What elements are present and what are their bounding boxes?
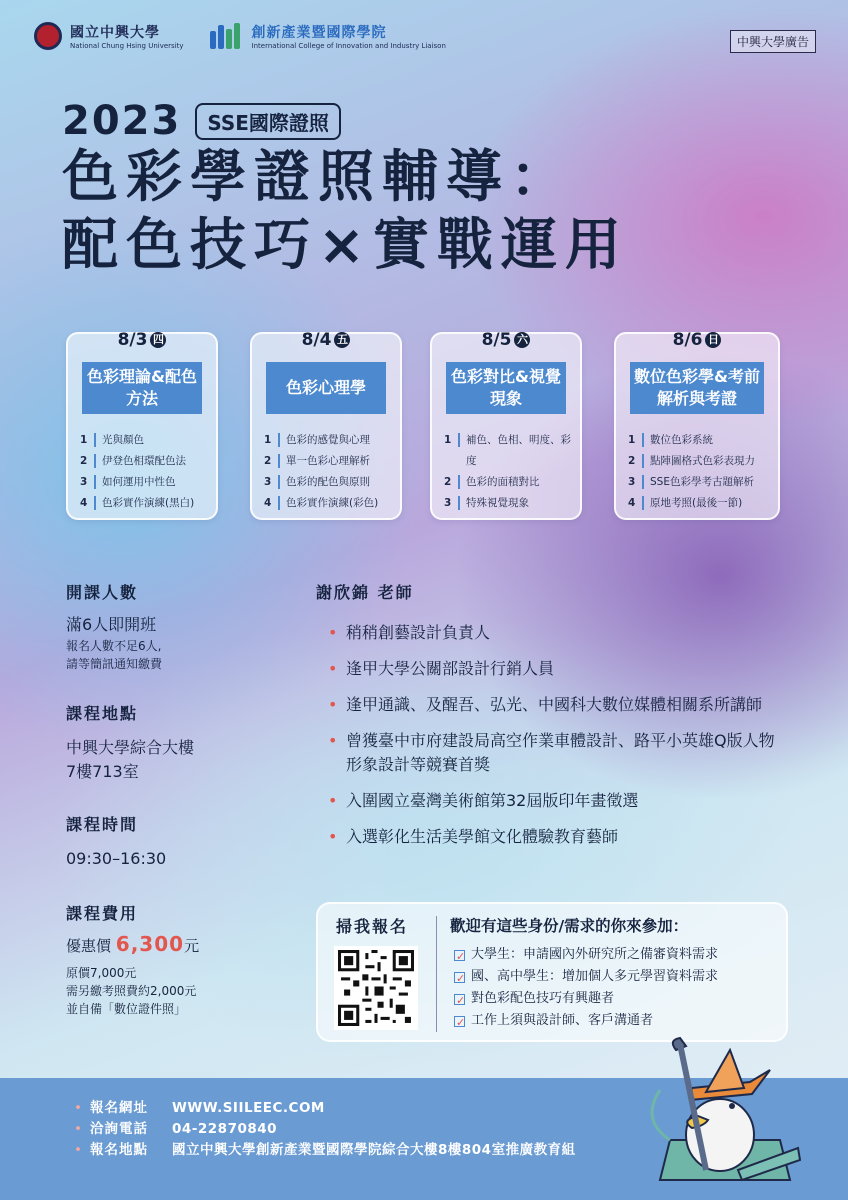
weekday-badge: 六 <box>514 332 530 348</box>
day-card <box>430 332 582 520</box>
day-card <box>250 332 402 520</box>
day-title: 色彩心理學 <box>266 362 386 414</box>
icil-english-name: International College of Innovation and Industry Liaison <box>251 42 446 50</box>
topic-item: 3 SSE色彩學考古題解析 <box>628 476 754 488</box>
topic-item: 3 色彩的配色與原則 <box>264 476 370 488</box>
nchu-seal-icon <box>34 22 62 50</box>
teacher-name: 謝欣錦 老師 <box>316 583 414 602</box>
signup-qr-code[interactable] <box>334 946 418 1030</box>
divider <box>436 916 437 1032</box>
enroll-value: 滿6人即開班 <box>66 615 157 634</box>
signup-box <box>316 902 788 1042</box>
credential-item: • 稍稍創藝設計負責人 <box>316 621 786 645</box>
contact-url: • 報名網址 WWW.SIILEEC.COM <box>74 1098 576 1119</box>
day-topic-list <box>262 430 394 514</box>
day-card <box>66 332 218 520</box>
fee-unit: 元 <box>184 937 200 955</box>
phone-number[interactable]: 04-22870840 <box>172 1121 278 1137</box>
credential-item: • 入圍國立臺灣美術館第32屆版印年畫徵選 <box>316 789 786 813</box>
contact-address: • 報名地點 國立中興大學創新產業暨國際學院綜合大樓8樓804室推廣教育組 <box>74 1140 576 1161</box>
teacher-credentials <box>316 621 786 849</box>
place-value: 中興大學綜合大樓 <box>66 738 195 757</box>
address: 國立中興大學創新產業暨國際學院綜合大樓8樓804室推廣教育組 <box>172 1142 576 1158</box>
credential-item: • 曾獲臺中市府建設局高空作業車體設計、路平小英雄Q版人物形象設計等競賽首獎 <box>316 729 786 777</box>
teacher-section <box>316 580 786 861</box>
cert-tag: SSE國際證照 <box>195 103 341 140</box>
weekday-badge: 日 <box>705 332 721 348</box>
nchu-english-name: National Chung Hsing University <box>70 42 184 50</box>
time-heading: 課程時間 <box>66 815 139 834</box>
qr-code-icon <box>338 950 414 1026</box>
enroll-heading: 開課人數 <box>66 583 139 602</box>
fee-note: 原價7,000元 <box>66 966 137 980</box>
icil-name: 創新產業暨國際學院 <box>251 25 387 41</box>
topic-item: 4 色彩實作演練(黑白) <box>80 497 195 509</box>
topic-item: 1 光與顏色 <box>80 434 144 446</box>
welcome-text: 歡迎有這些身份/需求的你來參加： <box>450 917 689 935</box>
checkbox-icon <box>454 950 465 961</box>
day-date: 8/4 五 <box>252 330 400 350</box>
topic-item: 4 原地考照(最後一節) <box>628 497 743 509</box>
topic-item: 1 色彩的感覺與心理 <box>264 434 370 446</box>
day-topic-list <box>442 430 574 514</box>
main-title-line2: 配色技巧×實戰運用 <box>62 213 629 278</box>
place-value: 7樓713室 <box>66 762 139 781</box>
weekday-badge: 四 <box>150 332 166 348</box>
topic-item: 2 色彩的面積對比 <box>444 476 540 488</box>
credential-item: • 逢甲通識、及醒吾、弘光、中國科大數位媒體相關系所講師 <box>316 693 786 717</box>
day-title: 色彩對比&視覺現象 <box>446 362 566 414</box>
topic-item: 2 點陣圖格式色彩表現力 <box>628 455 755 467</box>
schedule <box>66 332 786 522</box>
contact-phone: • 洽詢電話 04-22870840 <box>74 1119 576 1140</box>
nchu-logo[interactable] <box>34 22 184 50</box>
day-topic-list <box>626 430 772 514</box>
checklist-item: ✓ 大學生：申請國內外研究所之備審資料需求 <box>454 944 718 966</box>
contact-list <box>74 1098 576 1161</box>
day-date: 8/5 六 <box>432 330 580 350</box>
topic-item: 3 特殊視覺現象 <box>444 497 529 509</box>
day-date: 8/3 四 <box>68 330 216 350</box>
signup-url-link[interactable]: WWW.SIILEEC.COM <box>172 1100 325 1116</box>
day-title: 色彩理論&配色方法 <box>82 362 202 414</box>
scan-heading: 掃我報名 <box>336 917 409 936</box>
ad-tag: 中興大學廣告 <box>730 30 816 53</box>
day-card <box>614 332 780 520</box>
fee-heading: 課程費用 <box>66 904 139 923</box>
place-heading: 課程地點 <box>66 704 139 723</box>
checkbox-icon <box>454 994 465 1005</box>
weekday-badge: 五 <box>334 332 350 348</box>
checkbox-icon <box>454 1016 465 1027</box>
day-date: 8/6 日 <box>616 330 778 350</box>
icil-mark-icon <box>210 23 244 49</box>
topic-item: 4 色彩實作演練(彩色) <box>264 497 379 509</box>
checkbox-icon <box>454 972 465 983</box>
fee-price: 6,300 <box>115 932 185 956</box>
checklist-item: ✓ 國、高中學生：增加個人多元學習資料需求 <box>454 966 718 988</box>
fee-note: 需另繳考照費約2,000元 <box>66 984 197 998</box>
topic-item: 3 如何運用中性色 <box>80 476 176 488</box>
title-block <box>62 98 629 280</box>
topic-item: 2 單一色彩心理解析 <box>264 455 370 467</box>
nchu-name: 國立中興大學 <box>70 25 160 41</box>
fee-label: 優惠價 <box>66 937 112 955</box>
enroll-note: 請等簡訊通知繳費 <box>66 657 163 671</box>
credential-item: • 逢甲大學公關部設計行銷人員 <box>316 657 786 681</box>
icil-logo[interactable] <box>210 22 446 50</box>
topic-item: 1 數位色彩系統 <box>628 434 713 446</box>
wizard-duck-mascot-icon <box>620 1030 810 1190</box>
checklist-item: ✓ 對色彩配色技巧有興趣者 <box>454 988 718 1010</box>
topic-item: 2 伊登色相環配色法 <box>80 455 186 467</box>
day-topic-list <box>78 430 210 514</box>
enroll-note: 報名人數不足6人, <box>66 639 162 653</box>
topic-item: 1 補色、色相、明度、彩度 <box>444 434 571 467</box>
fee-price-row <box>66 932 296 956</box>
course-info <box>66 580 296 1018</box>
year: 2023 <box>62 98 182 144</box>
main-title-line1: 色彩學證照輔導： <box>62 145 574 210</box>
credential-item: • 入選彰化生活美學館文化體驗教育藝師 <box>316 825 786 849</box>
time-value: 09:30–16:30 <box>66 849 167 868</box>
checklist-item: ✓ 工作上須與設計師、客戶溝通者 <box>454 1010 718 1032</box>
header <box>34 22 446 50</box>
day-title: 數位色彩學&考前解析與考證 <box>630 362 764 414</box>
fee-note: 並自備「數位證件照」 <box>66 1002 187 1016</box>
audience-checklist <box>454 944 718 1032</box>
